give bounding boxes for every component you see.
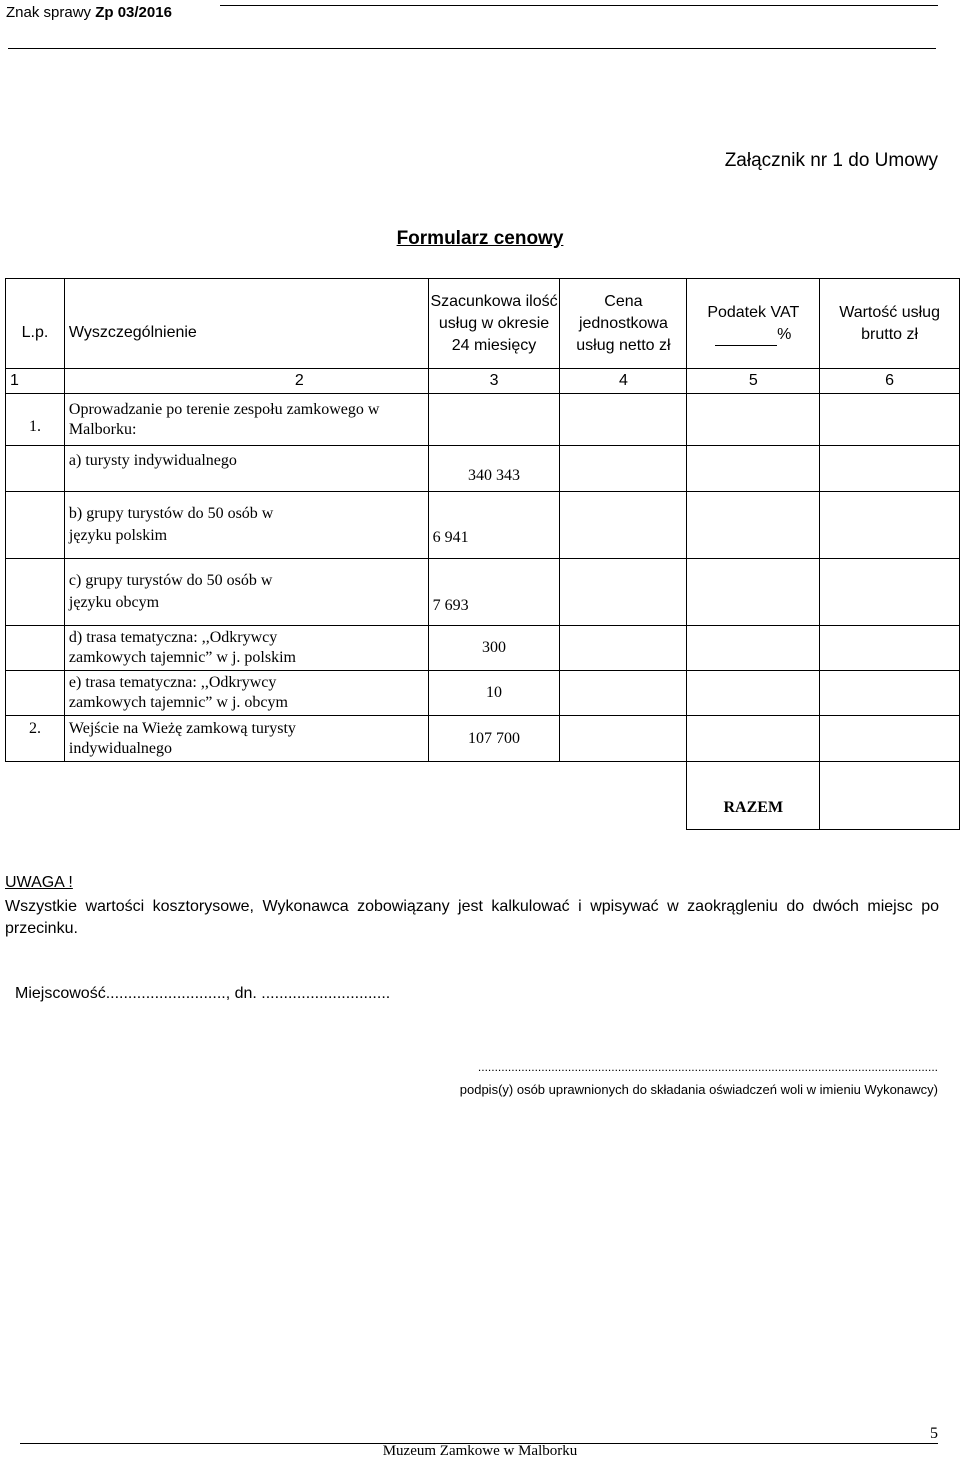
empty-cell (560, 716, 687, 762)
total-label: RAZEM (687, 762, 820, 830)
vat-blank-line (715, 331, 777, 346)
notice-title: UWAGA ! (5, 874, 73, 891)
section-1-row (6, 394, 960, 446)
empty-cell (687, 446, 820, 492)
row-label: b) grupy turystów do 50 osób w języku polskim (64, 492, 428, 559)
row-quantity: 300 (428, 626, 560, 671)
empty-cell (820, 716, 960, 762)
column-number-row (6, 369, 960, 394)
notice-text: Wszystkie wartości kosztorysowe, Wykonawca zobowiązany jest kalkulować i wpisywać w zaokrągleniu do dwóch miejsc po przecinku. (5, 898, 939, 937)
row-label: a) turysty indywidualnego (64, 446, 428, 492)
col-number: 3 (428, 369, 560, 394)
header-unit-price: Cena jednostkowa usług netto zł (560, 279, 687, 369)
header-vat-unit: % (777, 325, 792, 343)
document-reference-code: Zp 03/2016 (95, 4, 172, 21)
empty-cell (820, 394, 960, 446)
empty-cell (428, 394, 560, 446)
empty-cell (6, 671, 65, 716)
empty-cell (6, 626, 65, 671)
table-row (6, 446, 960, 492)
header-lp: L.p. (6, 279, 65, 369)
form-title: Formularz cenowy (396, 228, 564, 249)
empty-cell (687, 492, 820, 559)
empty-cell (6, 762, 687, 830)
annex-title: Załącznik nr 1 do Umowy (724, 150, 938, 171)
page-number: 5 (930, 1425, 938, 1442)
table-row (6, 671, 960, 716)
signature-caption: podpis(y) osób uprawnionych do składania oświadczeń woli w imieniu Wykonawcy) (459, 1082, 938, 1097)
footer-text: Muzeum Zamkowe w Malborku (382, 1443, 578, 1459)
empty-cell (820, 446, 960, 492)
empty-cell (560, 394, 687, 446)
empty-cell (820, 671, 960, 716)
col-number: 4 (560, 369, 687, 394)
header-vat (687, 279, 820, 369)
col-number: 6 (820, 369, 960, 394)
section-1-title: Oprowadzanie po terenie zespołu zamkowego w Malborku: (64, 394, 428, 446)
document-reference (6, 4, 172, 21)
section-2-title: Wejście na Wieżę zamkową turysty indywidualnego (64, 716, 428, 762)
empty-cell (560, 446, 687, 492)
col-number: 2 (64, 369, 428, 394)
empty-cell (6, 559, 65, 626)
row-quantity: 7 693 (428, 559, 560, 626)
table-row (6, 626, 960, 671)
header-bottom-rule (8, 48, 936, 49)
price-table (5, 278, 960, 830)
table-row (6, 559, 960, 626)
empty-cell (820, 492, 960, 559)
col-number: 5 (687, 369, 820, 394)
row-label: e) trasa tematyczna: ,,Odkrywcy zamkowych tajemnic” w j. obcym (64, 671, 428, 716)
section-2-quantity: 107 700 (428, 716, 560, 762)
empty-cell (560, 559, 687, 626)
total-value-cell (820, 762, 960, 830)
empty-cell (560, 626, 687, 671)
empty-cell (687, 559, 820, 626)
header-specification: Wyszczególnienie (64, 279, 428, 369)
header-top-rule (220, 5, 938, 6)
table-header-row (6, 279, 960, 369)
row-quantity: 340 343 (428, 446, 560, 492)
empty-cell (820, 559, 960, 626)
row-label: d) trasa tematyczna: ,,Odkrywcy zamkowych tajemnic” w j. polskim (64, 626, 428, 671)
empty-cell (6, 492, 65, 559)
header-quantity: Szacunkowa ilość usług w okresie 24 miesięcy (428, 279, 560, 369)
row-label: c) grupy turystów do 50 osób w języku obcym (64, 559, 428, 626)
empty-cell (6, 446, 65, 492)
header-vat-label: Podatek VAT (707, 303, 800, 321)
empty-cell (687, 626, 820, 671)
section-2-number: 2. (6, 716, 65, 762)
empty-cell (687, 716, 820, 762)
empty-cell (687, 394, 820, 446)
col-number: 1 (6, 369, 65, 394)
empty-cell (820, 626, 960, 671)
empty-cell (560, 492, 687, 559)
section-2-row (6, 716, 960, 762)
signature-line: .......................................................................................................................................... (477, 1060, 938, 1074)
empty-cell (687, 671, 820, 716)
row-quantity: 10 (428, 671, 560, 716)
table-row (6, 492, 960, 559)
section-1-number: 1. (6, 394, 65, 446)
header-gross-value: Wartość usług brutto zł (820, 279, 960, 369)
row-quantity: 6 941 (428, 492, 560, 559)
header-vat-rate (687, 324, 819, 346)
place-and-date: Miejscowość..........................., dn. ............................. (15, 985, 391, 1002)
total-row (6, 762, 960, 830)
document-reference-prefix: Znak sprawy (6, 4, 96, 21)
empty-cell (560, 671, 687, 716)
